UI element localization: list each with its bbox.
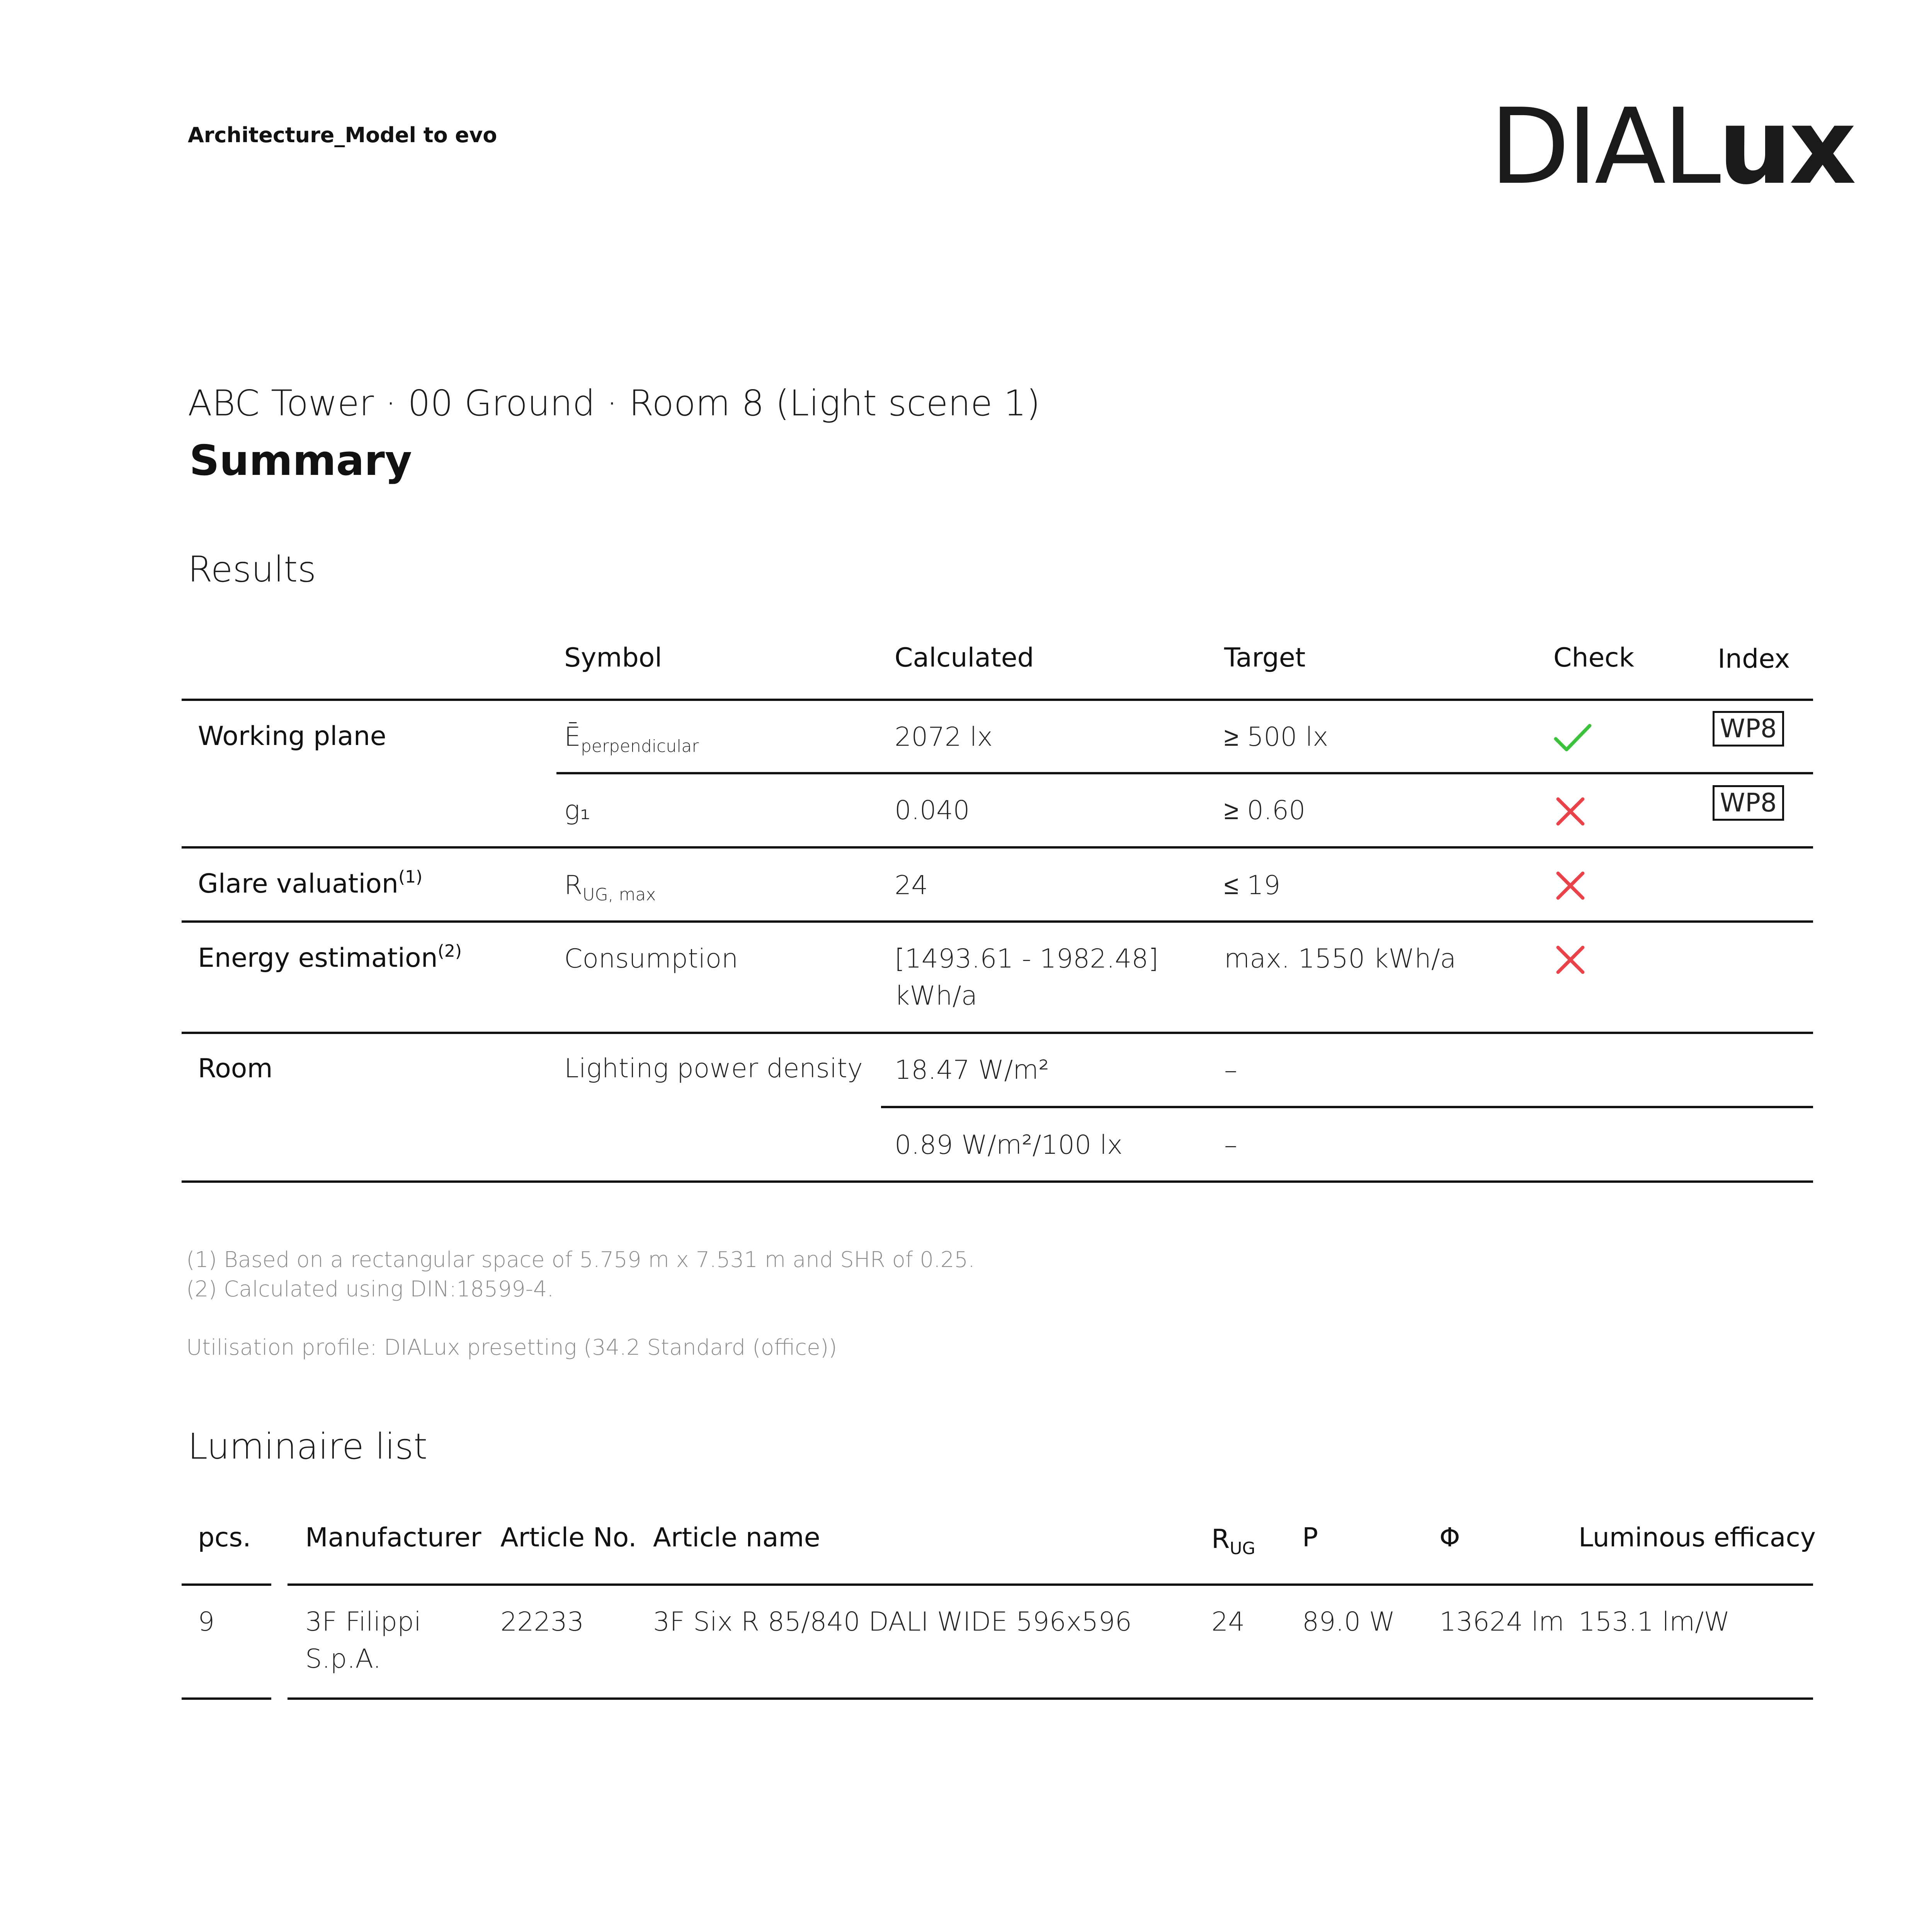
- lum-header-flux: Φ: [1439, 1522, 1460, 1553]
- working-plane-label: Working plane: [198, 721, 386, 752]
- lum-header-rug: [1211, 1521, 1255, 1561]
- glare-note-ref: (1): [398, 867, 423, 887]
- energy-bottom-rule: [182, 1032, 1813, 1034]
- glare-symbol-sub: UG, max: [582, 885, 656, 905]
- glare-target: ≤ 19: [1224, 870, 1281, 901]
- breadcrumb: ABC Tower · 00 Ground · Room 8 (Light scene 1): [188, 383, 1040, 424]
- room-symbol: Lighting power density: [564, 1053, 863, 1084]
- working-plane-symbol-e: [564, 719, 699, 759]
- check-fail-icon: [1555, 796, 1586, 827]
- logo-light-part: DIAL: [1490, 86, 1718, 207]
- room-lpd100-target: –: [1224, 1130, 1237, 1160]
- project-name: Architecture_Model to evo: [188, 123, 497, 147]
- lum-header-manufacturer: Manufacturer: [305, 1522, 481, 1553]
- lum-row-article-name: 3F Six R 85/840 DALI WIDE 596x596: [653, 1607, 1132, 1637]
- glare-calculated: 24: [895, 870, 928, 901]
- check-fail-icon: [1555, 870, 1586, 901]
- glare-label-text: Glare valuation: [198, 869, 398, 899]
- symbol-e-main: Ē: [564, 722, 581, 752]
- col-header-check: Check: [1553, 643, 1635, 673]
- lum-row-flux: 13624 lm: [1439, 1607, 1565, 1637]
- working-plane-g1-calculated: 0.040: [895, 795, 970, 826]
- lum-row-rug: 24: [1211, 1607, 1245, 1637]
- symbol-e-sub: perpendicular: [580, 736, 699, 756]
- lum-header-efficacy: Luminous efficacy: [1579, 1522, 1816, 1553]
- page-title: Summary: [189, 437, 412, 485]
- lum-bottom-rule: [287, 1697, 1813, 1700]
- check-fail-icon: [1555, 944, 1586, 975]
- logo-bold-part: ux: [1718, 86, 1854, 207]
- utilisation-profile: Utilisation profile: DIALux presetting (34.2 Standard (office)): [186, 1335, 837, 1360]
- room-label: Room: [198, 1053, 273, 1084]
- lum-header-rug-sub: UG: [1230, 1539, 1255, 1558]
- lum-header-power: P: [1302, 1522, 1318, 1553]
- working-plane-e-calculated: 2072 lx: [895, 722, 993, 752]
- footnote-2: (2) Calculated using DIN:18599-4.: [186, 1277, 554, 1302]
- lum-header-rule-pcs: [182, 1583, 271, 1586]
- col-header-target: Target: [1224, 643, 1306, 673]
- results-header-rule: [182, 699, 1813, 701]
- room-inner-rule: [881, 1106, 1813, 1108]
- lum-header-article-name: Article name: [653, 1522, 820, 1553]
- working-plane-inner-rule: [556, 772, 1813, 774]
- working-plane-g1-target: ≥ 0.60: [1224, 795, 1306, 826]
- results-section-title: Results: [188, 549, 316, 590]
- col-header-calculated: Calculated: [895, 643, 1034, 673]
- lum-header-pcs: pcs.: [198, 1522, 251, 1553]
- col-header-index: Index: [1718, 644, 1790, 674]
- results-bottom-rule: [182, 1180, 1813, 1183]
- energy-label-text: Energy estimation: [198, 943, 438, 973]
- energy-label: [198, 940, 462, 980]
- room-lpd-target: –: [1224, 1055, 1237, 1085]
- lum-header-rule: [287, 1583, 1813, 1586]
- room-lpd-calculated: 18.47 W/m²: [895, 1055, 1049, 1085]
- lum-row-power: 89.0 W: [1302, 1607, 1395, 1637]
- energy-calculated-line1: [1493.61 - 1982.48]: [895, 944, 1159, 974]
- dialux-logo: [1490, 86, 1854, 207]
- lum-row-manufacturer-line2: S.p.A.: [305, 1644, 381, 1674]
- luminaire-section-title: Luminaire list: [188, 1426, 428, 1467]
- lum-row-pcs: 9: [198, 1607, 215, 1637]
- glare-symbol: [564, 867, 656, 907]
- glare-symbol-main: R: [564, 870, 583, 901]
- footnote-1: (1) Based on a rectangular space of 5.759 m x 7.531 m and SHR of 0.25.: [186, 1247, 975, 1272]
- col-header-symbol: Symbol: [564, 643, 662, 673]
- check-pass-icon: [1553, 723, 1592, 753]
- energy-target: max. 1550 kWh/a: [1224, 944, 1456, 974]
- lum-header-article-no: Article No.: [500, 1522, 637, 1553]
- lum-bottom-rule-pcs: [182, 1697, 271, 1700]
- lum-header-rug-main: R: [1211, 1524, 1230, 1554]
- lum-row-efficacy: 153.1 lm/W: [1579, 1607, 1730, 1637]
- lum-row-manufacturer-line1: 3F Filippi: [305, 1607, 422, 1637]
- room-lpd100-calculated: 0.89 W/m²/100 lx: [895, 1130, 1123, 1160]
- glare-bottom-rule: [182, 920, 1813, 923]
- working-plane-bottom-rule: [182, 846, 1813, 849]
- energy-note-ref: (2): [437, 941, 462, 961]
- lum-row-article-no: 22233: [500, 1607, 584, 1637]
- index-badge-wp8: WP8: [1713, 785, 1784, 821]
- index-badge-wp8: WP8: [1713, 711, 1784, 747]
- working-plane-e-target: ≥ 500 lx: [1224, 722, 1328, 752]
- energy-symbol: Consumption: [564, 944, 738, 974]
- working-plane-symbol-g1: g₁: [564, 795, 591, 826]
- energy-calculated-line2: kWh/a: [895, 981, 978, 1011]
- glare-label: [198, 866, 422, 906]
